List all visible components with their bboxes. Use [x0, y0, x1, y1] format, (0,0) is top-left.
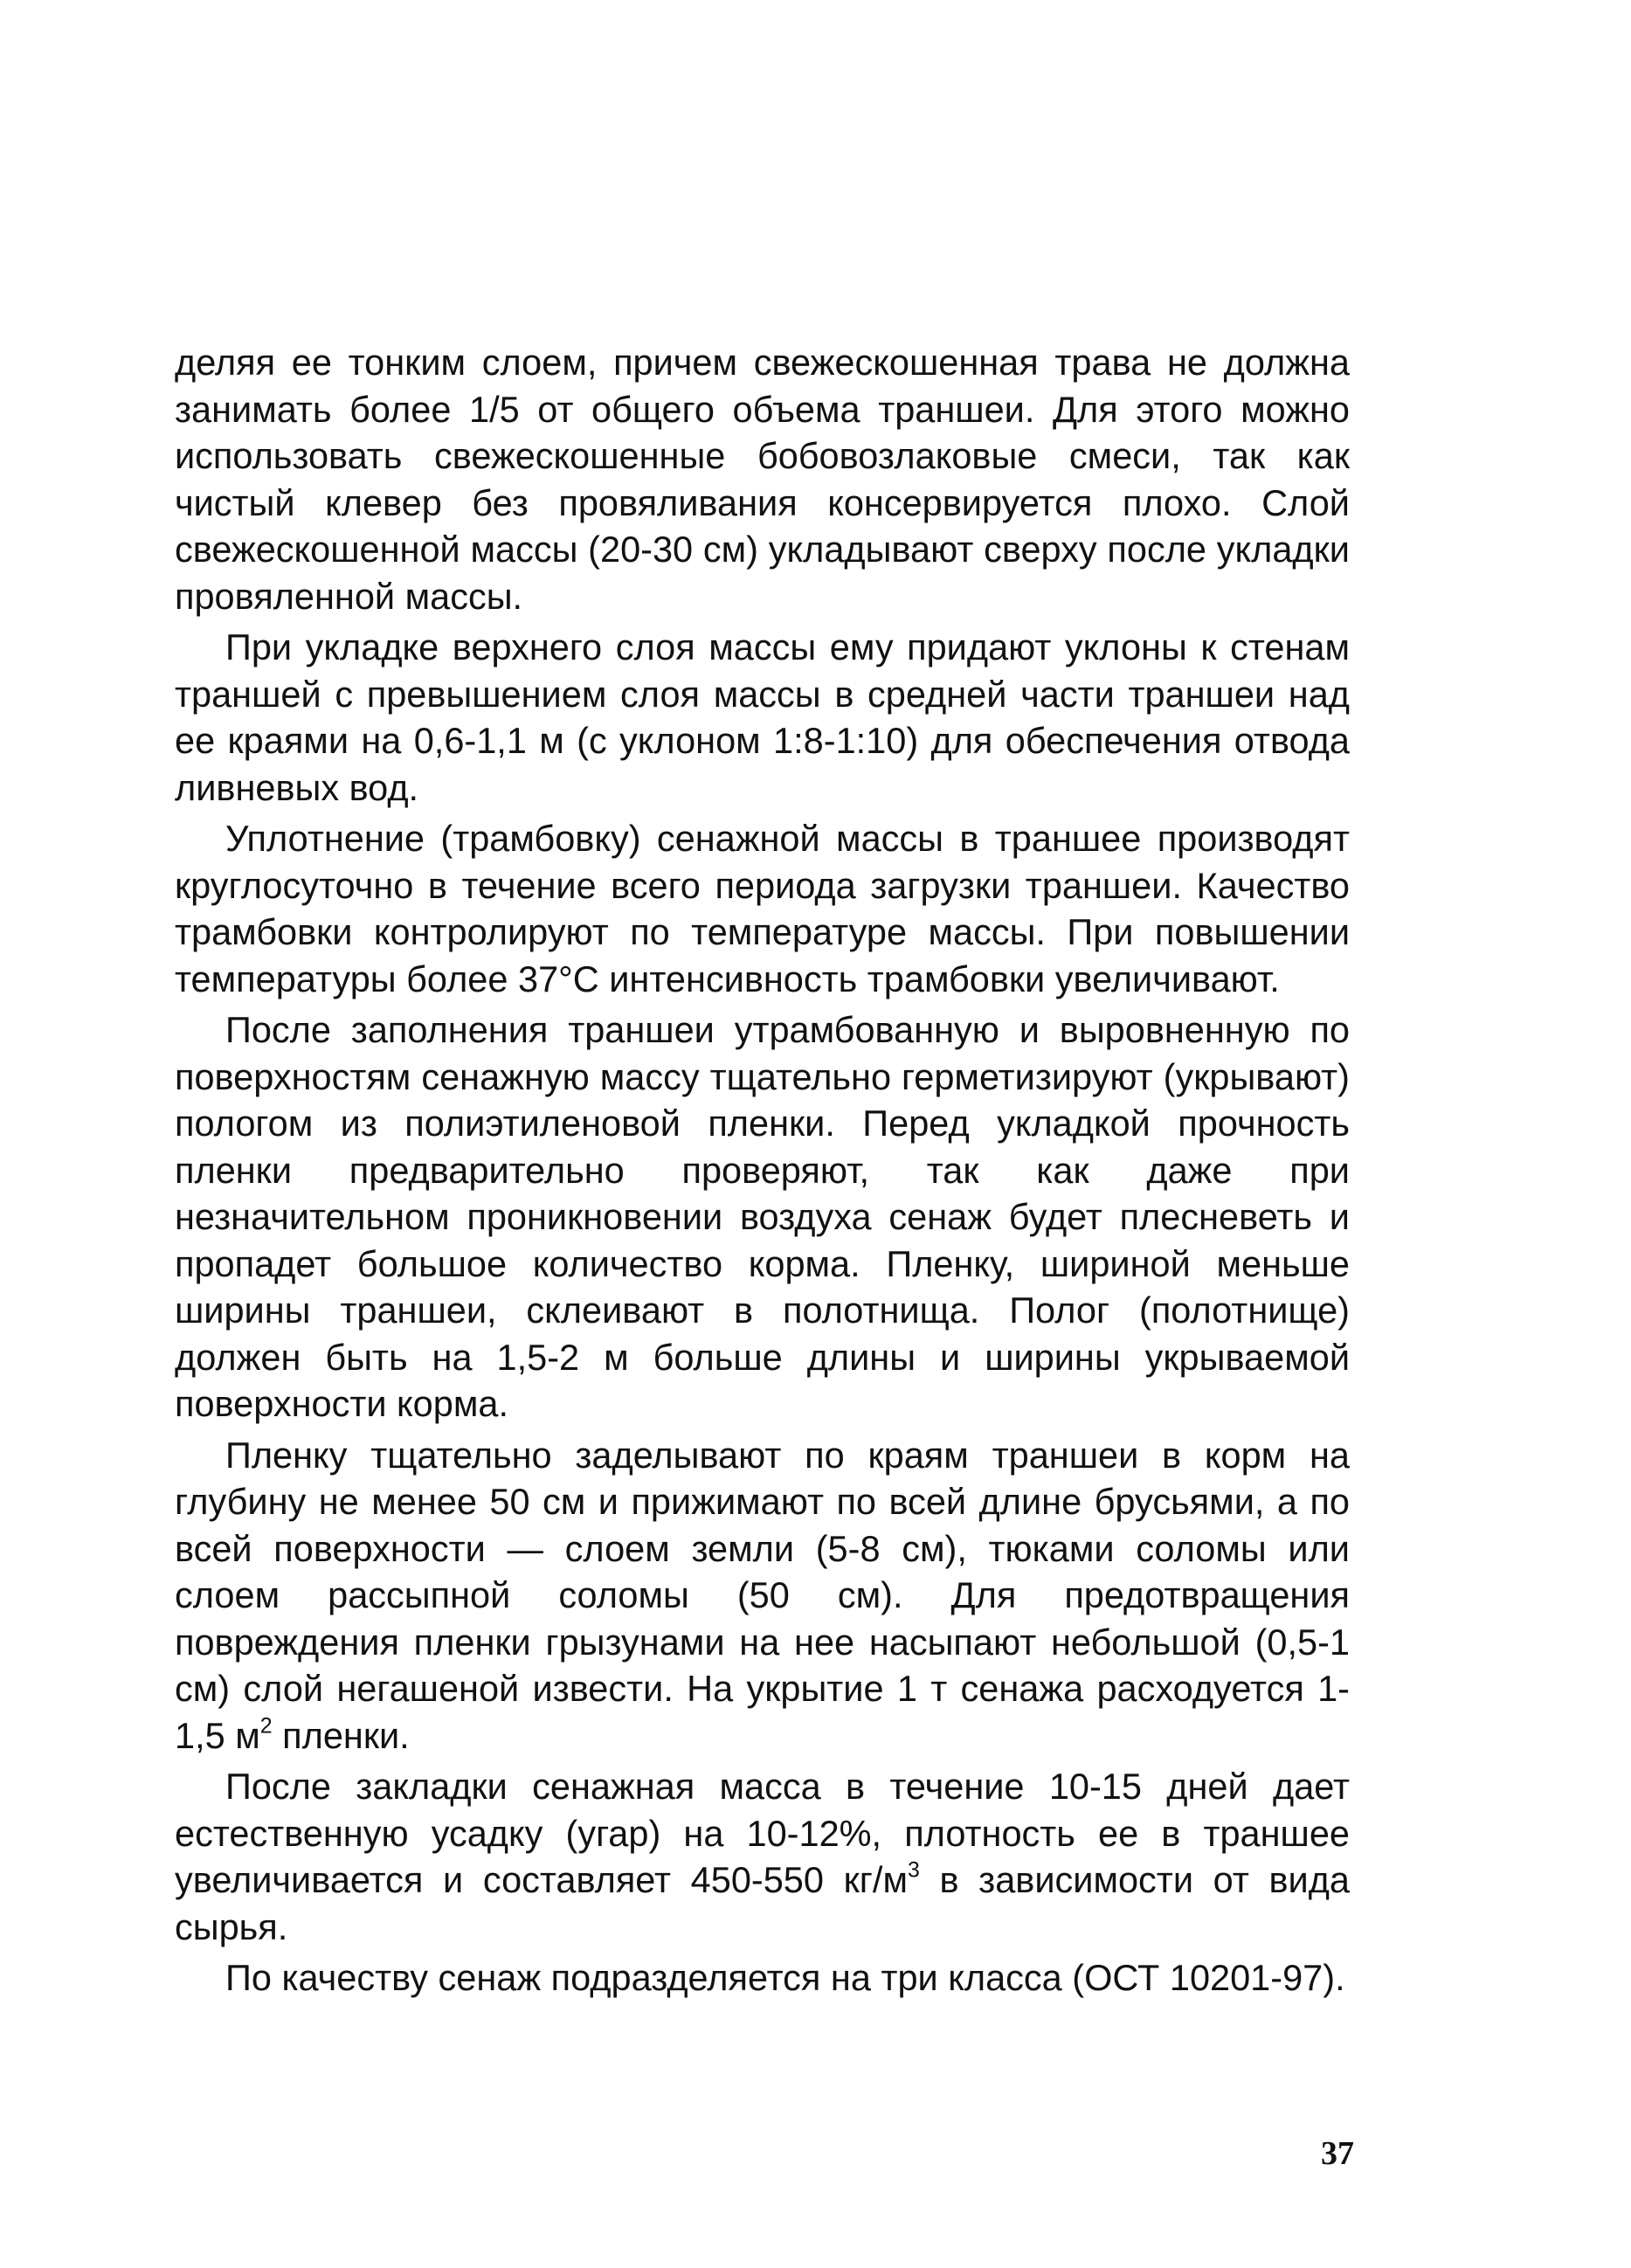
page-number: 37: [1321, 2135, 1354, 2172]
paragraph-5-text: Пленку тщательно заделывают по краям траншеи в корм на глубину не менее 50 см и прижимают по всей длине брусьями, а по всей поверхности — слоем земли (5-8 см), тюками соломы или слоем рассыпной соломы (50 см). Для предотвращения повреждения пленки грызунами на нее насыпают небольшой (0,5-1 см) слой негашеной извести. На укрытие 1 т сенажа расходуется 1-1,5 м: [175, 1434, 1350, 1756]
body-text: [175, 339, 1350, 2006]
paragraph-2: При укладке верхнего слоя массы ему придают уклоны к стенам траншей с превышением слоя массы в средней части траншеи над ее краями на 0,6-1,1 м (с уклоном 1:8-1:10) для обеспечения отвода ливневых вод.: [175, 626, 1350, 808]
paragraph-6: [175, 1763, 1350, 1950]
superscript-3: 3: [907, 1857, 920, 1883]
paragraph-6-end: в зависимости от вида сырья.: [175, 1859, 1351, 1947]
paragraph-5: [175, 1432, 1350, 1760]
superscript-2: 2: [259, 1713, 273, 1739]
paragraph-3: Уплотнение (трамбовку) сенажной массы в траншее производят круглосуточно в течение всего периода загрузки траншеи. Качество трамбовки контролируют по температуре массы. При повышении температуры более 37°С интенсивность трамбовки увеличивают.: [175, 818, 1350, 999]
paragraph-4: После заполнения траншеи утрамбованную и выровненную по поверхностям сенажную массу тщательно герметизируют (укрывают) пологом из полиэтиленовой пленки. Перед укладкой прочность пленки предварительно проверяют, так как даже при незначительном проникновении воздуха сенаж будет плесневеть и пропадет большое количество корма. Пленку, шириной меньше ширины траншеи, склеивают в полотнища. Полог (полотнище) должен быть на 1,5-2 м больше длины и ширины укрываемой поверхности корма.: [175, 1009, 1350, 1424]
paragraph-1: деляя ее тонким слоем, причем свежескошенная трава не должна занимать более 1/5 от общего объема траншеи. Для этого можно использовать свежескошенные бобовозлаковые смеси, так как чистый клевер без провяливания консервируется плохо. Слой свежескошенной массы (20-30 см) укладывают сверху после укладки провяленной массы.: [175, 342, 1350, 617]
paragraph-7: По качеству сенаж подразделяется на три класса (ОСТ 10201-97).: [225, 1957, 1345, 1998]
paragraph-5-end: пленки.: [272, 1714, 410, 1756]
paragraph-6-text: После закладки сенажная масса в течение 10-15 дней дает естественную усадку (угар) на 10-12%, плотность ее в траншее увеличивается и составляет 450-550 кг/м: [175, 1766, 1350, 1900]
